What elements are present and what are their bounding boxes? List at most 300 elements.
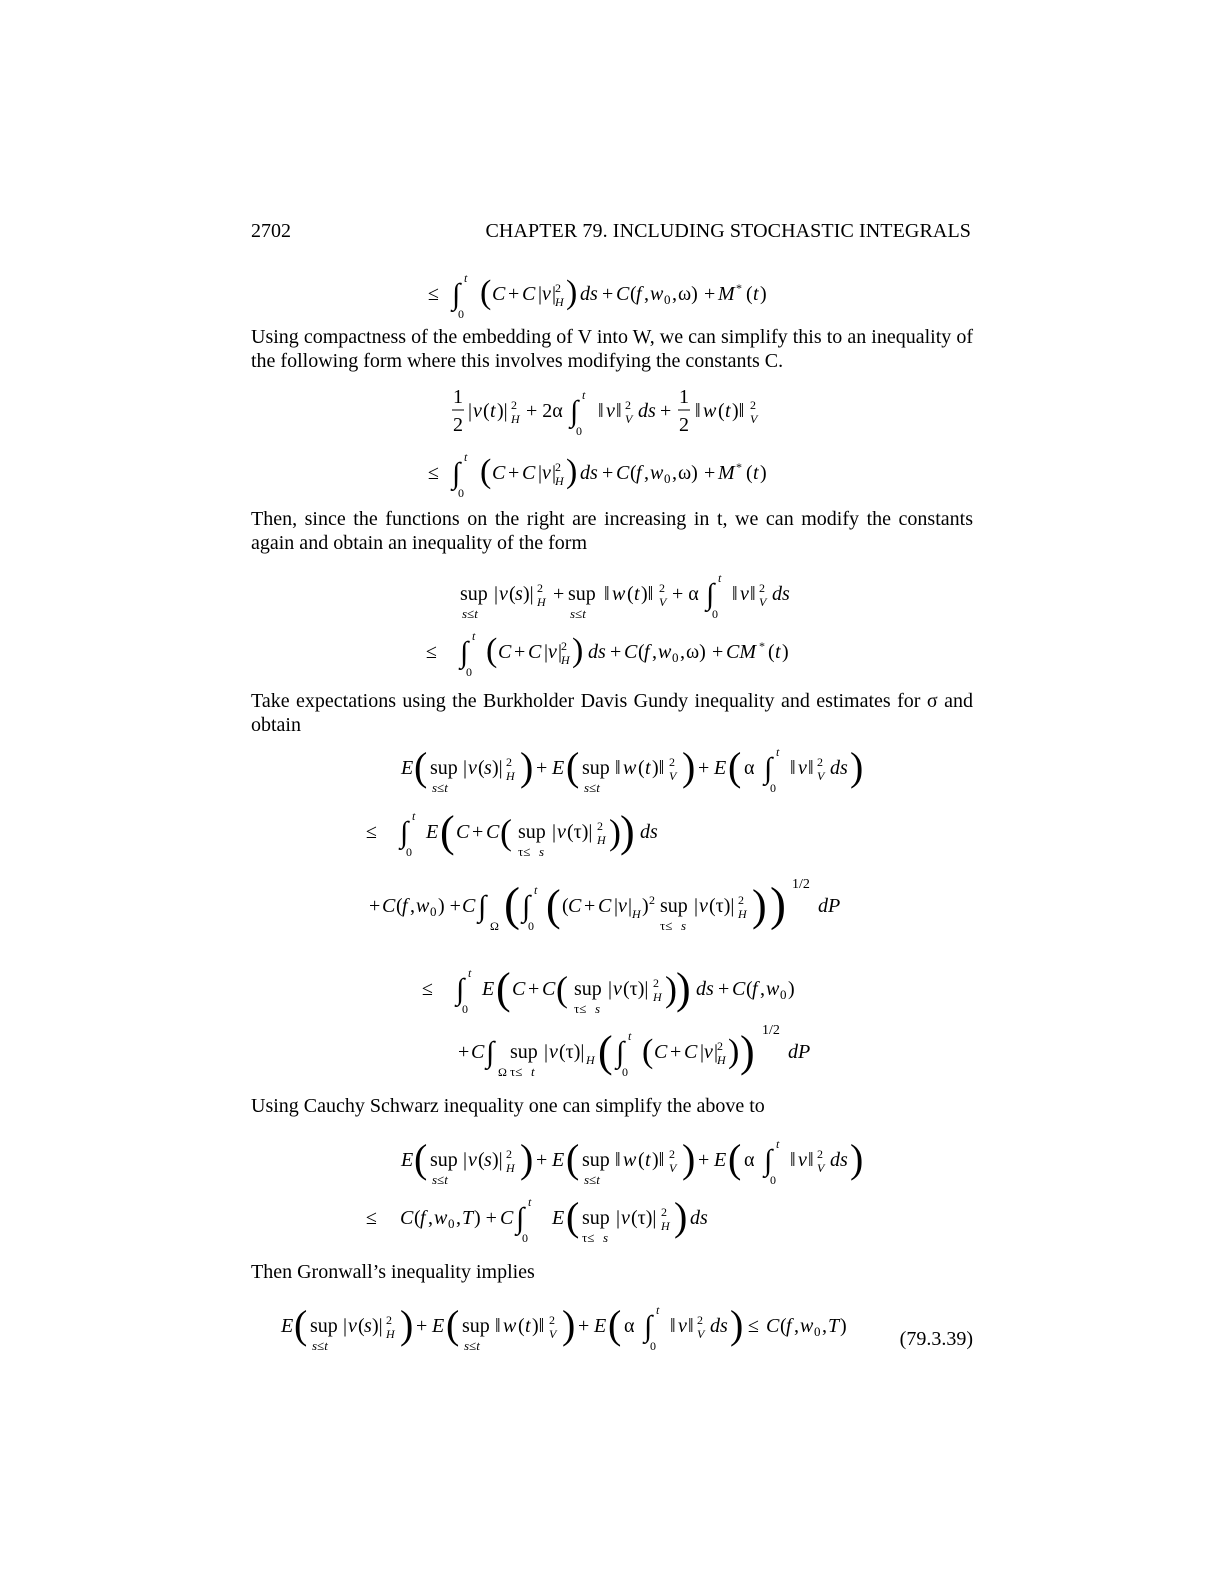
- svg-text:s: s: [364, 1315, 372, 1337]
- svg-text:2: 2: [597, 819, 603, 833]
- svg-text:): ): [730, 1302, 744, 1347]
- svg-text:C: C: [512, 978, 526, 1000]
- svg-text:(: (: [483, 400, 490, 422]
- svg-text:s: s: [595, 1001, 601, 1016]
- svg-text:(τ)|: (τ)|: [631, 1207, 657, 1229]
- svg-text:t: t: [725, 400, 731, 422]
- svg-text:t: t: [656, 1303, 660, 1317]
- svg-text:w: w: [766, 978, 780, 1000]
- svg-text:C: C: [568, 895, 582, 917]
- svg-text:(: (: [504, 878, 520, 931]
- svg-text:H: H: [561, 653, 570, 667]
- svg-text:‖: ‖: [790, 757, 796, 779]
- svg-text:(: (: [746, 462, 753, 484]
- svg-text:+: +: [698, 757, 710, 779]
- svg-text:)|: )|: [372, 1315, 383, 1337]
- svg-text:w: w: [612, 583, 626, 605]
- svg-text:(: (: [478, 1149, 485, 1171]
- svg-text:): ): [572, 632, 584, 669]
- svg-text:0: 0: [650, 1339, 656, 1353]
- svg-text:): ): [676, 964, 691, 1013]
- svg-text:(: (: [396, 895, 403, 917]
- svg-text:2: 2: [511, 398, 517, 412]
- svg-text:): ): [682, 744, 696, 789]
- svg-text:2: 2: [537, 581, 543, 595]
- svg-text:≤: ≤: [422, 978, 433, 1000]
- svg-text:2: 2: [555, 460, 561, 474]
- svg-text:V: V: [669, 769, 677, 783]
- svg-text:ds: ds: [640, 821, 658, 843]
- svg-text:): ): [752, 881, 767, 930]
- svg-text:(τ)|: (τ)|: [567, 821, 593, 843]
- svg-text:V: V: [759, 595, 767, 609]
- svg-text:∫: ∫: [456, 973, 465, 1006]
- svg-text:V: V: [750, 412, 758, 426]
- svg-text:)|: )|: [497, 400, 508, 422]
- svg-text:(: (: [500, 812, 512, 852]
- svg-text:∫: ∫: [452, 278, 461, 311]
- svg-text:≤: ≤: [428, 462, 439, 484]
- svg-text:0: 0: [458, 307, 464, 320]
- svg-text:t: t: [645, 757, 651, 779]
- svg-text:‖: ‖: [604, 583, 610, 605]
- svg-text:≤: ≤: [748, 1315, 759, 1337]
- svg-text:(: (: [546, 881, 561, 930]
- svg-text:‖: ‖: [670, 1315, 676, 1337]
- svg-text:‖: ‖: [808, 1149, 814, 1171]
- svg-text:α: α: [744, 1149, 755, 1171]
- svg-text:0: 0: [448, 1216, 455, 1231]
- svg-text:(: (: [440, 807, 455, 856]
- svg-text:C: C: [500, 1207, 514, 1229]
- svg-text:sup: sup: [460, 583, 488, 605]
- svg-text:+: +: [584, 895, 596, 917]
- svg-text:t: t: [775, 641, 781, 663]
- svg-text:w: w: [650, 283, 664, 305]
- equation-4: [360, 740, 880, 1085]
- svg-text:1/2: 1/2: [792, 877, 810, 892]
- svg-text:+: +: [369, 895, 381, 917]
- svg-text:C: C: [498, 641, 512, 663]
- svg-text:H: H: [661, 1219, 670, 1233]
- paragraph-1: Using compactness of the embedding of V into W, we can simplify this to an inequality of the following form where this involves modifying the constants C.: [251, 326, 973, 372]
- svg-text:sup: sup: [574, 978, 602, 1000]
- svg-text:(: (: [728, 1136, 742, 1181]
- svg-text:t: t: [468, 966, 472, 980]
- svg-text:t: t: [525, 1315, 531, 1337]
- svg-text:w: w: [503, 1315, 517, 1337]
- svg-text:|: |: [694, 895, 699, 917]
- svg-text:v: v: [678, 1315, 687, 1337]
- svg-text:+: +: [718, 978, 730, 1000]
- svg-text:w: w: [703, 400, 717, 422]
- svg-text:1: 1: [453, 386, 463, 408]
- svg-text:Ω: Ω: [498, 1065, 507, 1079]
- svg-text:sup: sup: [582, 757, 610, 779]
- svg-text:0: 0: [430, 904, 437, 919]
- svg-text:s: s: [681, 918, 687, 933]
- svg-text:(: (: [627, 583, 634, 605]
- svg-text:): ): [760, 462, 767, 484]
- svg-text:∫: ∫: [478, 890, 487, 923]
- svg-text:C: C: [492, 283, 506, 305]
- svg-text:E: E: [482, 978, 495, 1000]
- svg-text:ds: ds: [830, 757, 848, 779]
- svg-text:(: (: [718, 400, 725, 422]
- svg-text:)‖: )‖: [652, 757, 665, 779]
- svg-text:,: ,: [456, 1207, 461, 1229]
- svg-text:): ): [782, 641, 789, 663]
- svg-text:t: t: [464, 271, 468, 285]
- svg-text:C: C: [400, 1207, 414, 1229]
- svg-text:s: s: [484, 757, 492, 779]
- svg-text:): ): [770, 878, 786, 931]
- svg-text:): ): [609, 812, 621, 852]
- svg-text:‖: ‖: [695, 400, 701, 422]
- svg-text:C: C: [471, 1041, 485, 1063]
- svg-text:w: w: [658, 641, 672, 663]
- svg-text:v: v: [468, 757, 477, 779]
- svg-text:0: 0: [770, 781, 776, 795]
- svg-text:t: t: [718, 571, 722, 585]
- svg-text:sup: sup: [430, 757, 458, 779]
- svg-text:C: C: [684, 1041, 698, 1063]
- svg-text:) +: ) +: [474, 1207, 497, 1229]
- svg-text:∫: ∫: [616, 1036, 625, 1069]
- svg-text:C: C: [654, 1041, 668, 1063]
- svg-text:V: V: [659, 595, 667, 609]
- svg-text:ds: ds: [830, 1149, 848, 1171]
- svg-text:α: α: [744, 757, 755, 779]
- svg-text:H: H: [555, 474, 564, 488]
- svg-text:V: V: [669, 1161, 677, 1175]
- svg-text:t: t: [753, 462, 759, 484]
- svg-text:(: (: [598, 1027, 613, 1076]
- svg-text:(: (: [446, 1302, 460, 1347]
- svg-text:(τ)|: (τ)|: [623, 978, 649, 1000]
- svg-text:s: s: [515, 583, 523, 605]
- svg-text:|: |: [614, 895, 619, 917]
- svg-text:+: +: [528, 978, 540, 1000]
- svg-text:0: 0: [770, 1173, 776, 1187]
- svg-text:T: T: [828, 1315, 840, 1337]
- svg-text:): ): [642, 895, 649, 917]
- svg-text:): ): [682, 1136, 696, 1181]
- svg-text:)‖: )‖: [641, 583, 654, 605]
- svg-text:): ): [850, 1136, 864, 1181]
- svg-text:+: +: [602, 462, 614, 484]
- svg-text:∫: ∫: [522, 890, 531, 923]
- svg-text:+: +: [610, 641, 622, 663]
- svg-text:ds: ds: [588, 641, 606, 663]
- svg-text:M: M: [718, 283, 735, 305]
- svg-text:ds: ds: [710, 1315, 728, 1337]
- svg-text:t: t: [534, 883, 538, 897]
- svg-text:t: t: [753, 283, 759, 305]
- svg-text:C: C: [456, 821, 470, 843]
- svg-text:): ): [620, 807, 635, 856]
- svg-text:,: ,: [672, 283, 677, 305]
- svg-text:0: 0: [780, 987, 787, 1002]
- paragraph-5: Then Gronwall’s inequality implies: [251, 1261, 535, 1283]
- svg-text:+: +: [536, 757, 548, 779]
- svg-text:(: (: [728, 744, 742, 789]
- svg-text:s≤t: s≤t: [584, 780, 600, 795]
- svg-text:+: +: [416, 1315, 428, 1337]
- svg-text:f: f: [402, 895, 408, 917]
- svg-text:0: 0: [664, 292, 671, 307]
- svg-text:(: (: [358, 1315, 365, 1337]
- svg-text:V: V: [697, 1327, 705, 1341]
- equation-6: [276, 1296, 876, 1356]
- svg-text:T: T: [462, 1207, 474, 1229]
- svg-text:2: 2: [750, 398, 756, 412]
- svg-text:≤: ≤: [366, 1207, 377, 1229]
- svg-text:v: v: [621, 1207, 630, 1229]
- svg-text:C: C: [542, 978, 556, 1000]
- svg-text:t: t: [776, 745, 780, 759]
- svg-text:H: H: [555, 295, 564, 309]
- svg-text:v: v: [740, 583, 749, 605]
- svg-text:C: C: [528, 641, 542, 663]
- svg-text:ω): ω): [678, 283, 698, 305]
- svg-text:w: w: [416, 895, 430, 917]
- svg-text:)‖: )‖: [532, 1315, 545, 1337]
- svg-text:t: t: [412, 809, 416, 823]
- svg-text:sup: sup: [510, 1041, 538, 1063]
- svg-text:ds: ds: [638, 400, 656, 422]
- svg-text:f: f: [644, 641, 650, 663]
- svg-text:C: C: [522, 283, 536, 305]
- svg-text:w: w: [434, 1207, 448, 1229]
- svg-text:2: 2: [669, 755, 675, 769]
- svg-text:C: C: [624, 641, 638, 663]
- page-number: 2702: [251, 220, 291, 242]
- svg-text:CM: CM: [726, 641, 756, 663]
- svg-text:sup: sup: [660, 895, 688, 917]
- svg-text:C: C: [492, 462, 506, 484]
- svg-text:|: |: [608, 978, 613, 1000]
- svg-text:+: +: [553, 583, 565, 605]
- svg-text:,: ,: [672, 462, 677, 484]
- svg-text:2: 2: [555, 281, 561, 295]
- svg-text:0: 0: [458, 486, 464, 497]
- svg-text:,: ,: [644, 283, 649, 305]
- svg-text:ω): ω): [686, 641, 706, 663]
- svg-text:ds: ds: [580, 283, 598, 305]
- svg-text:‖: ‖: [495, 1315, 501, 1337]
- svg-text:‖: ‖: [598, 400, 604, 422]
- svg-text:H: H: [653, 990, 662, 1004]
- svg-text:0: 0: [814, 1324, 821, 1339]
- svg-text:) +: ) +: [438, 895, 461, 917]
- paragraph-4: Using Cauchy Schwarz inequality one can simplify the above to: [251, 1095, 765, 1117]
- svg-text:(τ)|: (τ)|: [559, 1041, 585, 1063]
- svg-text:sup: sup: [430, 1149, 458, 1171]
- svg-text:): ): [520, 744, 534, 789]
- equation-5: [360, 1128, 880, 1250]
- svg-text:*: *: [736, 281, 742, 295]
- svg-text:‖: ‖: [688, 1315, 694, 1337]
- svg-text:2: 2: [506, 1147, 512, 1161]
- svg-text:C: C: [598, 895, 612, 917]
- svg-text:(: (: [566, 1194, 580, 1239]
- svg-text:|: |: [700, 1041, 705, 1063]
- svg-text:): ): [562, 1302, 576, 1347]
- svg-text:2: 2: [549, 1313, 555, 1327]
- svg-text:∫: ∫: [764, 1144, 773, 1177]
- svg-text:|: |: [628, 895, 633, 917]
- svg-text:2: 2: [649, 893, 655, 907]
- svg-text:∫: ∫: [460, 636, 469, 669]
- svg-text:2: 2: [561, 639, 567, 653]
- svg-text:ω): ω): [678, 462, 698, 484]
- svg-text:v: v: [798, 757, 807, 779]
- svg-text:0: 0: [406, 845, 412, 859]
- svg-text:f: f: [786, 1315, 792, 1337]
- svg-text:E: E: [432, 1315, 445, 1337]
- svg-text:2: 2: [817, 755, 823, 769]
- svg-text:w: w: [623, 1149, 637, 1171]
- svg-text:t: t: [464, 450, 468, 464]
- svg-text:v: v: [542, 462, 551, 484]
- svg-text:0: 0: [462, 1002, 468, 1016]
- svg-text:f: f: [752, 978, 758, 1000]
- svg-text:)|: )|: [492, 757, 503, 779]
- svg-text:(: (: [414, 1207, 421, 1229]
- svg-text:v: v: [548, 641, 557, 663]
- svg-text:t: t: [628, 1029, 632, 1043]
- svg-text:+ α: + α: [672, 583, 699, 605]
- paragraph-3: Take expectations using the Burkholder Davis Gundy inequality and estimates for σ and obtain: [251, 690, 973, 736]
- svg-text:τ≤: τ≤: [518, 844, 531, 859]
- svg-text:|: |: [538, 462, 543, 484]
- svg-text:v: v: [549, 1041, 558, 1063]
- svg-text:2: 2: [717, 1039, 723, 1053]
- svg-text:C: C: [732, 978, 746, 1000]
- svg-text:(: (: [414, 744, 428, 789]
- svg-text:‖: ‖: [615, 757, 621, 779]
- svg-text:1: 1: [679, 386, 689, 408]
- svg-text:t: t: [528, 1195, 532, 1209]
- svg-text:,: ,: [760, 978, 765, 1000]
- svg-text:(: (: [566, 744, 580, 789]
- svg-text:E: E: [714, 757, 727, 779]
- svg-text:v: v: [613, 978, 622, 1000]
- svg-text:+: +: [514, 641, 526, 663]
- svg-text:v: v: [348, 1315, 357, 1337]
- svg-text:1/2: 1/2: [762, 1023, 780, 1038]
- svg-text:)|: )|: [523, 583, 534, 605]
- svg-text:ds: ds: [690, 1207, 708, 1229]
- svg-text:E: E: [552, 757, 565, 779]
- svg-text:C: C: [766, 1315, 780, 1337]
- svg-text:C: C: [382, 895, 396, 917]
- svg-text:,: ,: [822, 1315, 827, 1337]
- svg-text:): ): [760, 283, 767, 305]
- equation-number: (79.3.39): [899, 1328, 973, 1350]
- svg-text:sup: sup: [582, 1149, 610, 1171]
- svg-text:|: |: [544, 641, 549, 663]
- svg-text:w: w: [623, 757, 637, 779]
- svg-text:‖: ‖: [750, 583, 756, 605]
- svg-text:(: (: [630, 462, 637, 484]
- svg-text:2: 2: [817, 1147, 823, 1161]
- svg-text:V: V: [625, 412, 633, 426]
- svg-text:(: (: [768, 641, 775, 663]
- svg-text:(: (: [780, 1315, 787, 1337]
- svg-text:(: (: [518, 1315, 525, 1337]
- svg-text:v: v: [618, 895, 627, 917]
- svg-text:s≤t: s≤t: [462, 606, 478, 621]
- svg-text:v: v: [468, 1149, 477, 1171]
- svg-text:|: |: [468, 400, 473, 422]
- svg-text:2: 2: [625, 398, 631, 412]
- chapter-title: CHAPTER 79. INCLUDING STOCHASTIC INTEGRALS: [485, 220, 971, 242]
- svg-text:2: 2: [661, 1205, 667, 1219]
- svg-text:(: (: [496, 964, 511, 1013]
- svg-text:C: C: [522, 462, 536, 484]
- svg-text:t: t: [472, 629, 476, 643]
- svg-text:H: H: [597, 833, 606, 847]
- svg-text:s≤t: s≤t: [432, 1172, 448, 1187]
- svg-text:v: v: [499, 583, 508, 605]
- svg-text:H: H: [738, 907, 747, 921]
- svg-text:w: w: [800, 1315, 814, 1337]
- svg-text:): ): [740, 1027, 755, 1076]
- svg-text:ds: ds: [772, 583, 790, 605]
- svg-text:0: 0: [672, 650, 679, 665]
- svg-text:v: v: [704, 1041, 713, 1063]
- svg-text:2: 2: [759, 581, 765, 595]
- svg-text:0: 0: [576, 424, 582, 438]
- svg-text:): ): [840, 1315, 847, 1337]
- svg-text:sup: sup: [518, 821, 546, 843]
- svg-text:V: V: [817, 1161, 825, 1175]
- svg-text:v: v: [542, 283, 551, 305]
- svg-text:τ≤: τ≤: [660, 918, 673, 933]
- svg-text:E: E: [552, 1149, 565, 1171]
- svg-text:+: +: [508, 283, 520, 305]
- svg-text:C: C: [616, 462, 630, 484]
- svg-text:t: t: [776, 1137, 780, 1151]
- svg-text:∫: ∫: [400, 816, 409, 849]
- svg-text:(: (: [478, 757, 485, 779]
- svg-text:∫: ∫: [570, 395, 579, 428]
- svg-text:v: v: [798, 1149, 807, 1171]
- svg-text:∫: ∫: [764, 752, 773, 785]
- svg-text:2: 2: [659, 581, 665, 595]
- svg-text:ds: ds: [696, 978, 714, 1000]
- svg-text:+: +: [712, 641, 724, 663]
- svg-text:|: |: [343, 1315, 348, 1337]
- svg-text:α: α: [624, 1315, 635, 1337]
- svg-text:|: |: [552, 821, 557, 843]
- svg-text:,: ,: [680, 641, 685, 663]
- svg-text:f: f: [636, 283, 642, 305]
- svg-text:0: 0: [466, 665, 472, 679]
- svg-text:2: 2: [453, 414, 463, 436]
- svg-text:+: +: [536, 1149, 548, 1171]
- svg-text:,: ,: [410, 895, 415, 917]
- svg-text:sup: sup: [462, 1315, 490, 1337]
- svg-text:(: (: [608, 1302, 622, 1347]
- svg-text:|: |: [552, 283, 557, 305]
- svg-text:H: H: [506, 769, 515, 783]
- svg-text:(: (: [630, 283, 637, 305]
- svg-text:+: +: [458, 1041, 470, 1063]
- svg-text:t: t: [634, 583, 640, 605]
